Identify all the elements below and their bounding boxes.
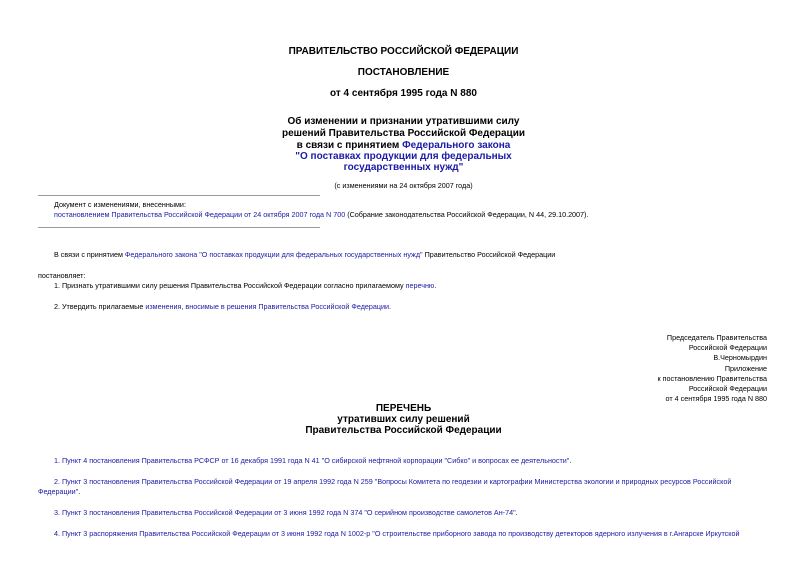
- document-type: ПОСТАНОВЛЕНИЕ: [357, 67, 450, 78]
- preamble-suffix: Правительство Российской Федерации: [422, 250, 556, 259]
- preamble-law-link[interactable]: Федерального закона "О поставках продукции для федеральных государственных нужд": [124, 250, 423, 259]
- appendix-ref-2: Российской Федерации: [688, 384, 767, 393]
- divider-bottom: [38, 227, 320, 228]
- list-entry-2-link-cont[interactable]: Федерации": [38, 487, 79, 496]
- resolves: постановляет:: [38, 271, 86, 280]
- list-entry-1: [54, 456, 571, 465]
- item-1: [54, 281, 436, 290]
- list-entry-2-line-1: [54, 477, 769, 486]
- document-date-number: от 4 сентября 1995 года N 880: [330, 88, 477, 99]
- title-line-3-prefix: в связи с принятием: [296, 140, 403, 151]
- appendix-ref-3: от 4 сентября 1995 года N 880: [665, 394, 767, 403]
- item-2-end: .: [389, 302, 392, 311]
- list-link[interactable]: перечню: [405, 281, 435, 290]
- federal-law-link-line-3[interactable]: государственных нужд": [343, 162, 464, 173]
- item-1-text: 1. Признать утратившими силу решения Правительства Российской Федерации согласно прилагаемому: [54, 281, 406, 290]
- list-entry-4-link[interactable]: 4. Пункт 3 распоряжения Правительства Российской Федерации от 3 июня 1992 года N 1002-р "О строительстве приборного завода по производству детекторов ядерного излучения в г.Ангарске Иркутской: [54, 529, 740, 538]
- preamble-prefix: В связи с принятием: [54, 250, 125, 259]
- list-entry-1-link[interactable]: 1. Пункт 4 постановления Правительства РСФСР от 16 декабря 1991 года N 41 "О сибирской нефтяной корпорации "Сибко" и вопросах ее деятельности": [54, 456, 570, 465]
- list-subheading-1: утративших силу решений: [337, 414, 470, 425]
- list-subheading-2: Правительства Российской Федерации: [305, 425, 502, 436]
- list-entry-4: [54, 529, 769, 538]
- signature-position: Председатель Правительства: [666, 333, 767, 342]
- list-entry-3: [54, 508, 518, 517]
- signature-org: Российской Федерации: [688, 343, 767, 352]
- government-heading: ПРАВИТЕЛЬСТВО РОССИЙСКОЙ ФЕДЕРАЦИИ: [288, 46, 519, 57]
- item-1-end: .: [434, 281, 437, 290]
- preamble: [54, 250, 555, 259]
- signature-name: В.Черномырдин: [713, 353, 767, 362]
- amendment-note: (с изменениями на 24 октября 2007 года): [334, 181, 473, 190]
- item-2-text: 2. Утвердить прилагаемые: [54, 302, 146, 311]
- list-entry-1-end: .: [569, 456, 572, 465]
- divider-top: [38, 195, 320, 196]
- changes-intro: Документ с изменениями, внесенными:: [54, 200, 186, 209]
- title-line-2: решений Правительства Российской Федерации: [281, 128, 525, 139]
- amending-resolution-link[interactable]: постановлением Правительства Российской Федерации от 24 октября 2007 года N 700: [54, 210, 346, 219]
- list-entry-2-line-2: [38, 487, 80, 496]
- federal-law-link[interactable]: Федерального закона: [402, 140, 511, 151]
- federal-law-link-line-2[interactable]: "О поставках продукции для федеральных: [295, 151, 512, 162]
- changes-source: (Собрание законодательства Российской Федерации, N 44, 29.10.2007).: [345, 210, 589, 219]
- appendix-ref-1: к постановлению Правительства: [657, 374, 767, 383]
- changes-link[interactable]: изменения, вносимые в решения Правительства Российской Федерации: [145, 302, 390, 311]
- list-entry-3-end: .: [515, 508, 518, 517]
- list-entry-2-link[interactable]: 2. Пункт 3 постановления Правительства Российской Федерации от 19 апреля 1992 года N 259 "Вопросы Комитета по геодезии и картографии Министерства экологии и природных ресурсов Российской: [54, 477, 732, 486]
- list-entry-2-end: .: [78, 487, 81, 496]
- changes-line: [54, 210, 588, 219]
- title-line-1: Об изменении и признании утратившими силу: [287, 116, 520, 127]
- item-2: [54, 302, 391, 311]
- list-heading: ПЕРЕЧЕНЬ: [375, 403, 432, 414]
- list-entry-3-link[interactable]: 3. Пункт 3 постановления Правительства Российской Федерации от 3 июня 1992 года N 374 "О серийном производстве самолетов Ан-74": [54, 508, 516, 517]
- appendix-label: Приложение: [724, 364, 767, 373]
